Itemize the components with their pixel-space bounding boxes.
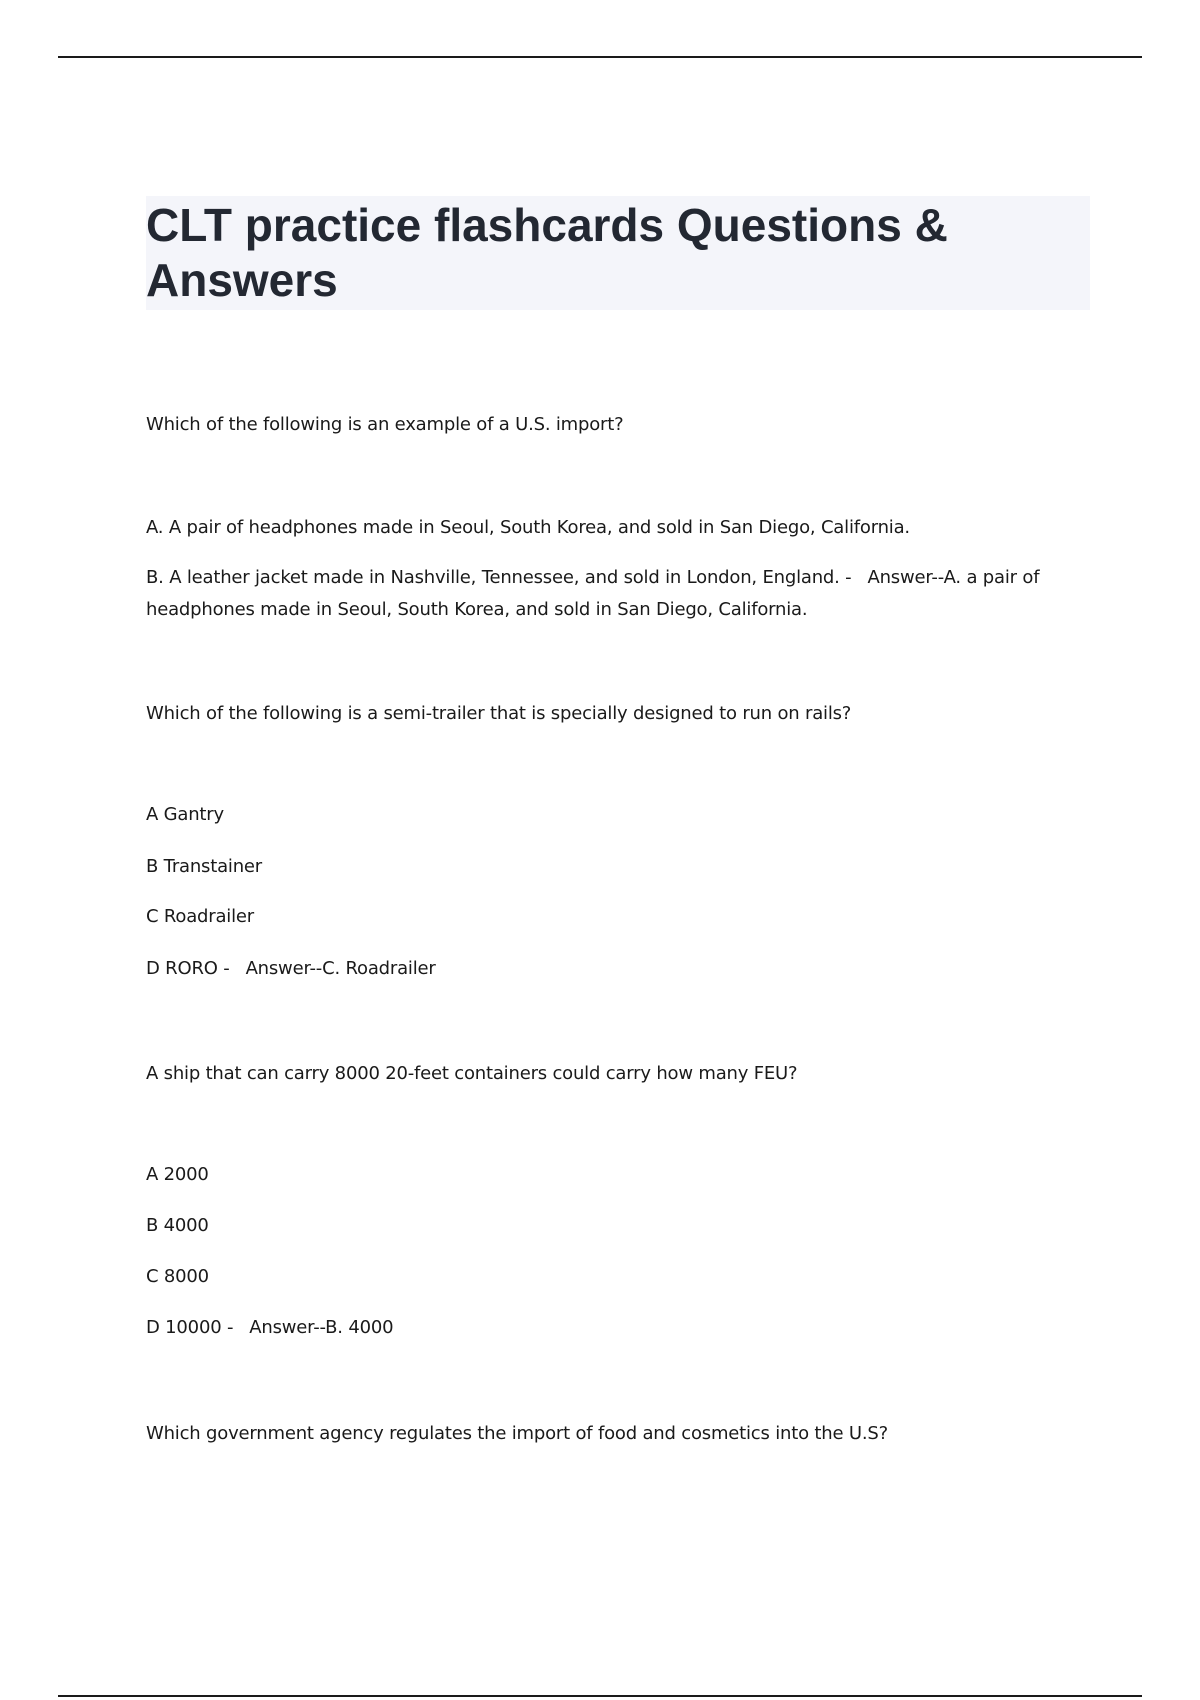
answer-option-with-answer (146, 953, 1066, 985)
answer-option: B 4000 (146, 1215, 209, 1236)
answer-option: C 8000 (146, 1266, 209, 1287)
answer-option: A 2000 (146, 1164, 209, 1185)
title-block (146, 196, 1090, 310)
question-prompt: Which of the following is an example of a U.S. import? (146, 414, 624, 435)
answer-option: D RORO - (146, 958, 230, 979)
answer-option: A. A pair of headphones made in Seoul, South Korea, and sold in San Diego, California. (146, 517, 910, 538)
question-prompt: Which government agency regulates the import of food and cosmetics into the U.S? (146, 1423, 888, 1444)
answer-option: D 10000 - (146, 1317, 234, 1338)
question-prompt: A ship that can carry 8000 20-feet containers could carry how many FEU? (146, 1063, 798, 1084)
correct-answer: Answer--A. a pair of headphones made in Seoul, South Korea, and sold in San Diego, California. (146, 567, 1040, 620)
page-title: CLT practice flashcards Questions & Answers (146, 199, 948, 306)
question-prompt: Which of the following is a semi-trailer that is specially designed to run on rails? (146, 703, 852, 724)
answer-option: A Gantry (146, 804, 224, 825)
answer-option: B. A leather jacket made in Nashville, Tennessee, and sold in London, England. - (146, 567, 852, 588)
answer-option-with-answer (146, 1312, 1066, 1344)
correct-answer: Answer--C. Roadrailer (245, 958, 436, 979)
answer-option-with-answer (146, 562, 1066, 626)
answer-option: B Transtainer (146, 856, 263, 877)
footer-rule (58, 1695, 1142, 1697)
answer-option: C Roadrailer (146, 906, 254, 927)
header-rule (58, 56, 1142, 58)
correct-answer: Answer--B. 4000 (249, 1317, 394, 1338)
